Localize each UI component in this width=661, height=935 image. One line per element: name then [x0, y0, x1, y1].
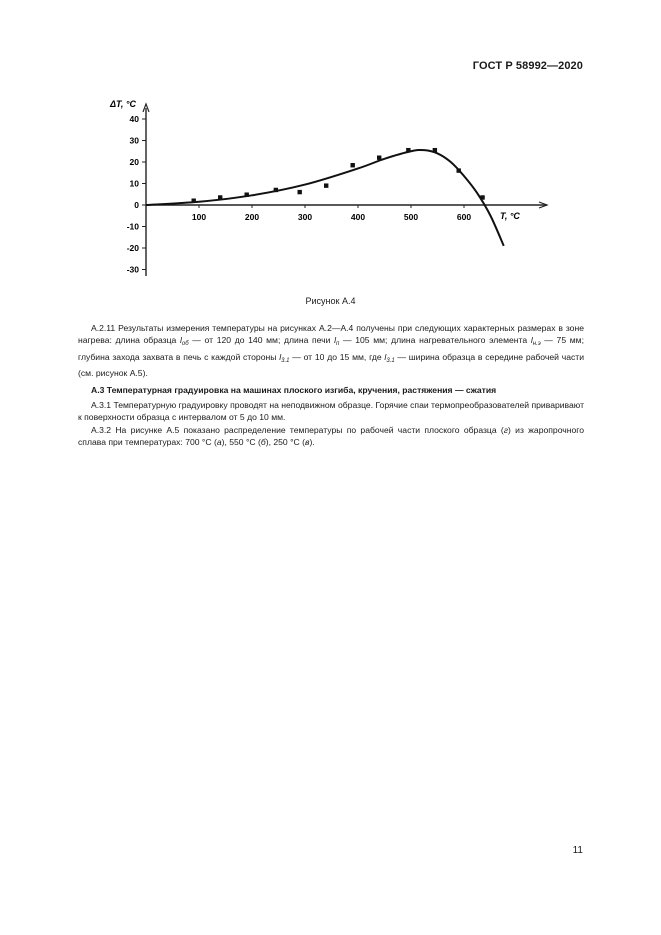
a32-letter-a: а [216, 437, 222, 448]
data-point [192, 199, 196, 203]
y-tick-label: 30 [129, 135, 139, 146]
y-tick-label: -20 [126, 243, 139, 253]
y-tick-label: 10 [129, 178, 139, 189]
data-point [480, 195, 484, 199]
a211-text-6: — ширина образца в середине рабочей части (см. рисунок А.5). [78, 351, 585, 379]
x-tick-label: 500 [403, 212, 419, 222]
a32-text-4: ), 250 °C ( [265, 437, 305, 448]
symbol-l-z1: l [279, 351, 282, 362]
x-tick-label: 100 [191, 212, 207, 222]
paragraph-a32 [78, 424, 584, 449]
a32-text-3: ), 550 °C ( [221, 437, 261, 448]
a32-letter-b: б [260, 437, 266, 448]
data-point [406, 148, 410, 152]
fitted-curve [146, 150, 504, 246]
data-point [274, 188, 278, 192]
symbol-l-ne: l [530, 335, 533, 346]
section-a3-heading: А.3 Температурная градуировка на машинах плоского изгиба, кручения, растяжения — сжатия [91, 384, 497, 395]
data-point [298, 190, 302, 194]
a211-text-1: А.2.11 Результаты измерения температуры на рисунках А.2—А.4 получены при следующих характерных размерах в зоне нагрева: длина образца [78, 323, 584, 346]
a32-letter-v: в [304, 437, 310, 448]
a211-text-5: — от 10 до 15 мм, где [289, 351, 385, 362]
paragraph-a211 [78, 322, 584, 449]
y-axis-label: ΔT, °C [110, 99, 136, 109]
symbol-l-p-sub: п [336, 341, 340, 348]
y-tick-label: 40 [129, 114, 139, 124]
data-point [351, 163, 355, 167]
a32-text-5: ). [309, 437, 315, 448]
data-point [218, 195, 222, 199]
a211-text-3: — 105 мм; длина нагревательного элемента [339, 335, 531, 346]
data-point [324, 183, 328, 187]
symbol-l-ne-sub: н.э [532, 341, 541, 348]
data-point [377, 156, 381, 160]
data-point [433, 148, 437, 152]
symbol-l-z2-sub: 3.1 [386, 357, 395, 364]
paragraph-a31: А.3.1 Температурную градуировку проводят на неподвижном образце. Горячие спаи термопреобразователей приваривают к поверхности образца с интервалом от 5 до 10 мм. [78, 400, 584, 423]
symbol-l-ob: l [179, 335, 182, 346]
x-axis-label: T, °C [500, 211, 520, 221]
data-point [457, 168, 461, 172]
x-tick-label: 300 [297, 212, 313, 222]
symbol-l-p: l [334, 335, 337, 346]
figure-caption: Рисунок А.4 [305, 296, 356, 306]
a32-text-2: ) из жаропрочного сплава при температурах: 700 °C ( [78, 424, 585, 448]
y-tick-label: -30 [126, 264, 139, 275]
standard-number: ГОСТ Р 58992—2020 [472, 60, 583, 72]
y-tick-label: 0 [134, 200, 139, 210]
y-tick-label: 20 [129, 157, 139, 167]
page-number: 11 [572, 845, 583, 856]
a211-text-2: — от 120 до 140 мм; длина печи [188, 335, 335, 346]
a32-text-1: А.3.2 На рисунке А.5 показано распределение температуры по рабочей части плоского образца ( [91, 424, 504, 435]
figure-a4-chart [0, 0, 661, 300]
x-tick-label: 200 [244, 212, 260, 222]
a211-text-4: — 75 мм; глубина захода захвата в печь с каждой стороны [78, 335, 584, 362]
x-tick-label: 400 [350, 212, 366, 222]
symbol-l-ob-sub: об [181, 341, 189, 348]
symbol-l-z2: l [384, 351, 387, 362]
data-point [245, 192, 249, 196]
y-tick-label: -10 [126, 221, 139, 232]
symbol-l-z1-sub: 3.1 [281, 357, 290, 364]
a32-letter-g: г [503, 424, 509, 435]
x-tick-label: 600 [456, 212, 472, 222]
